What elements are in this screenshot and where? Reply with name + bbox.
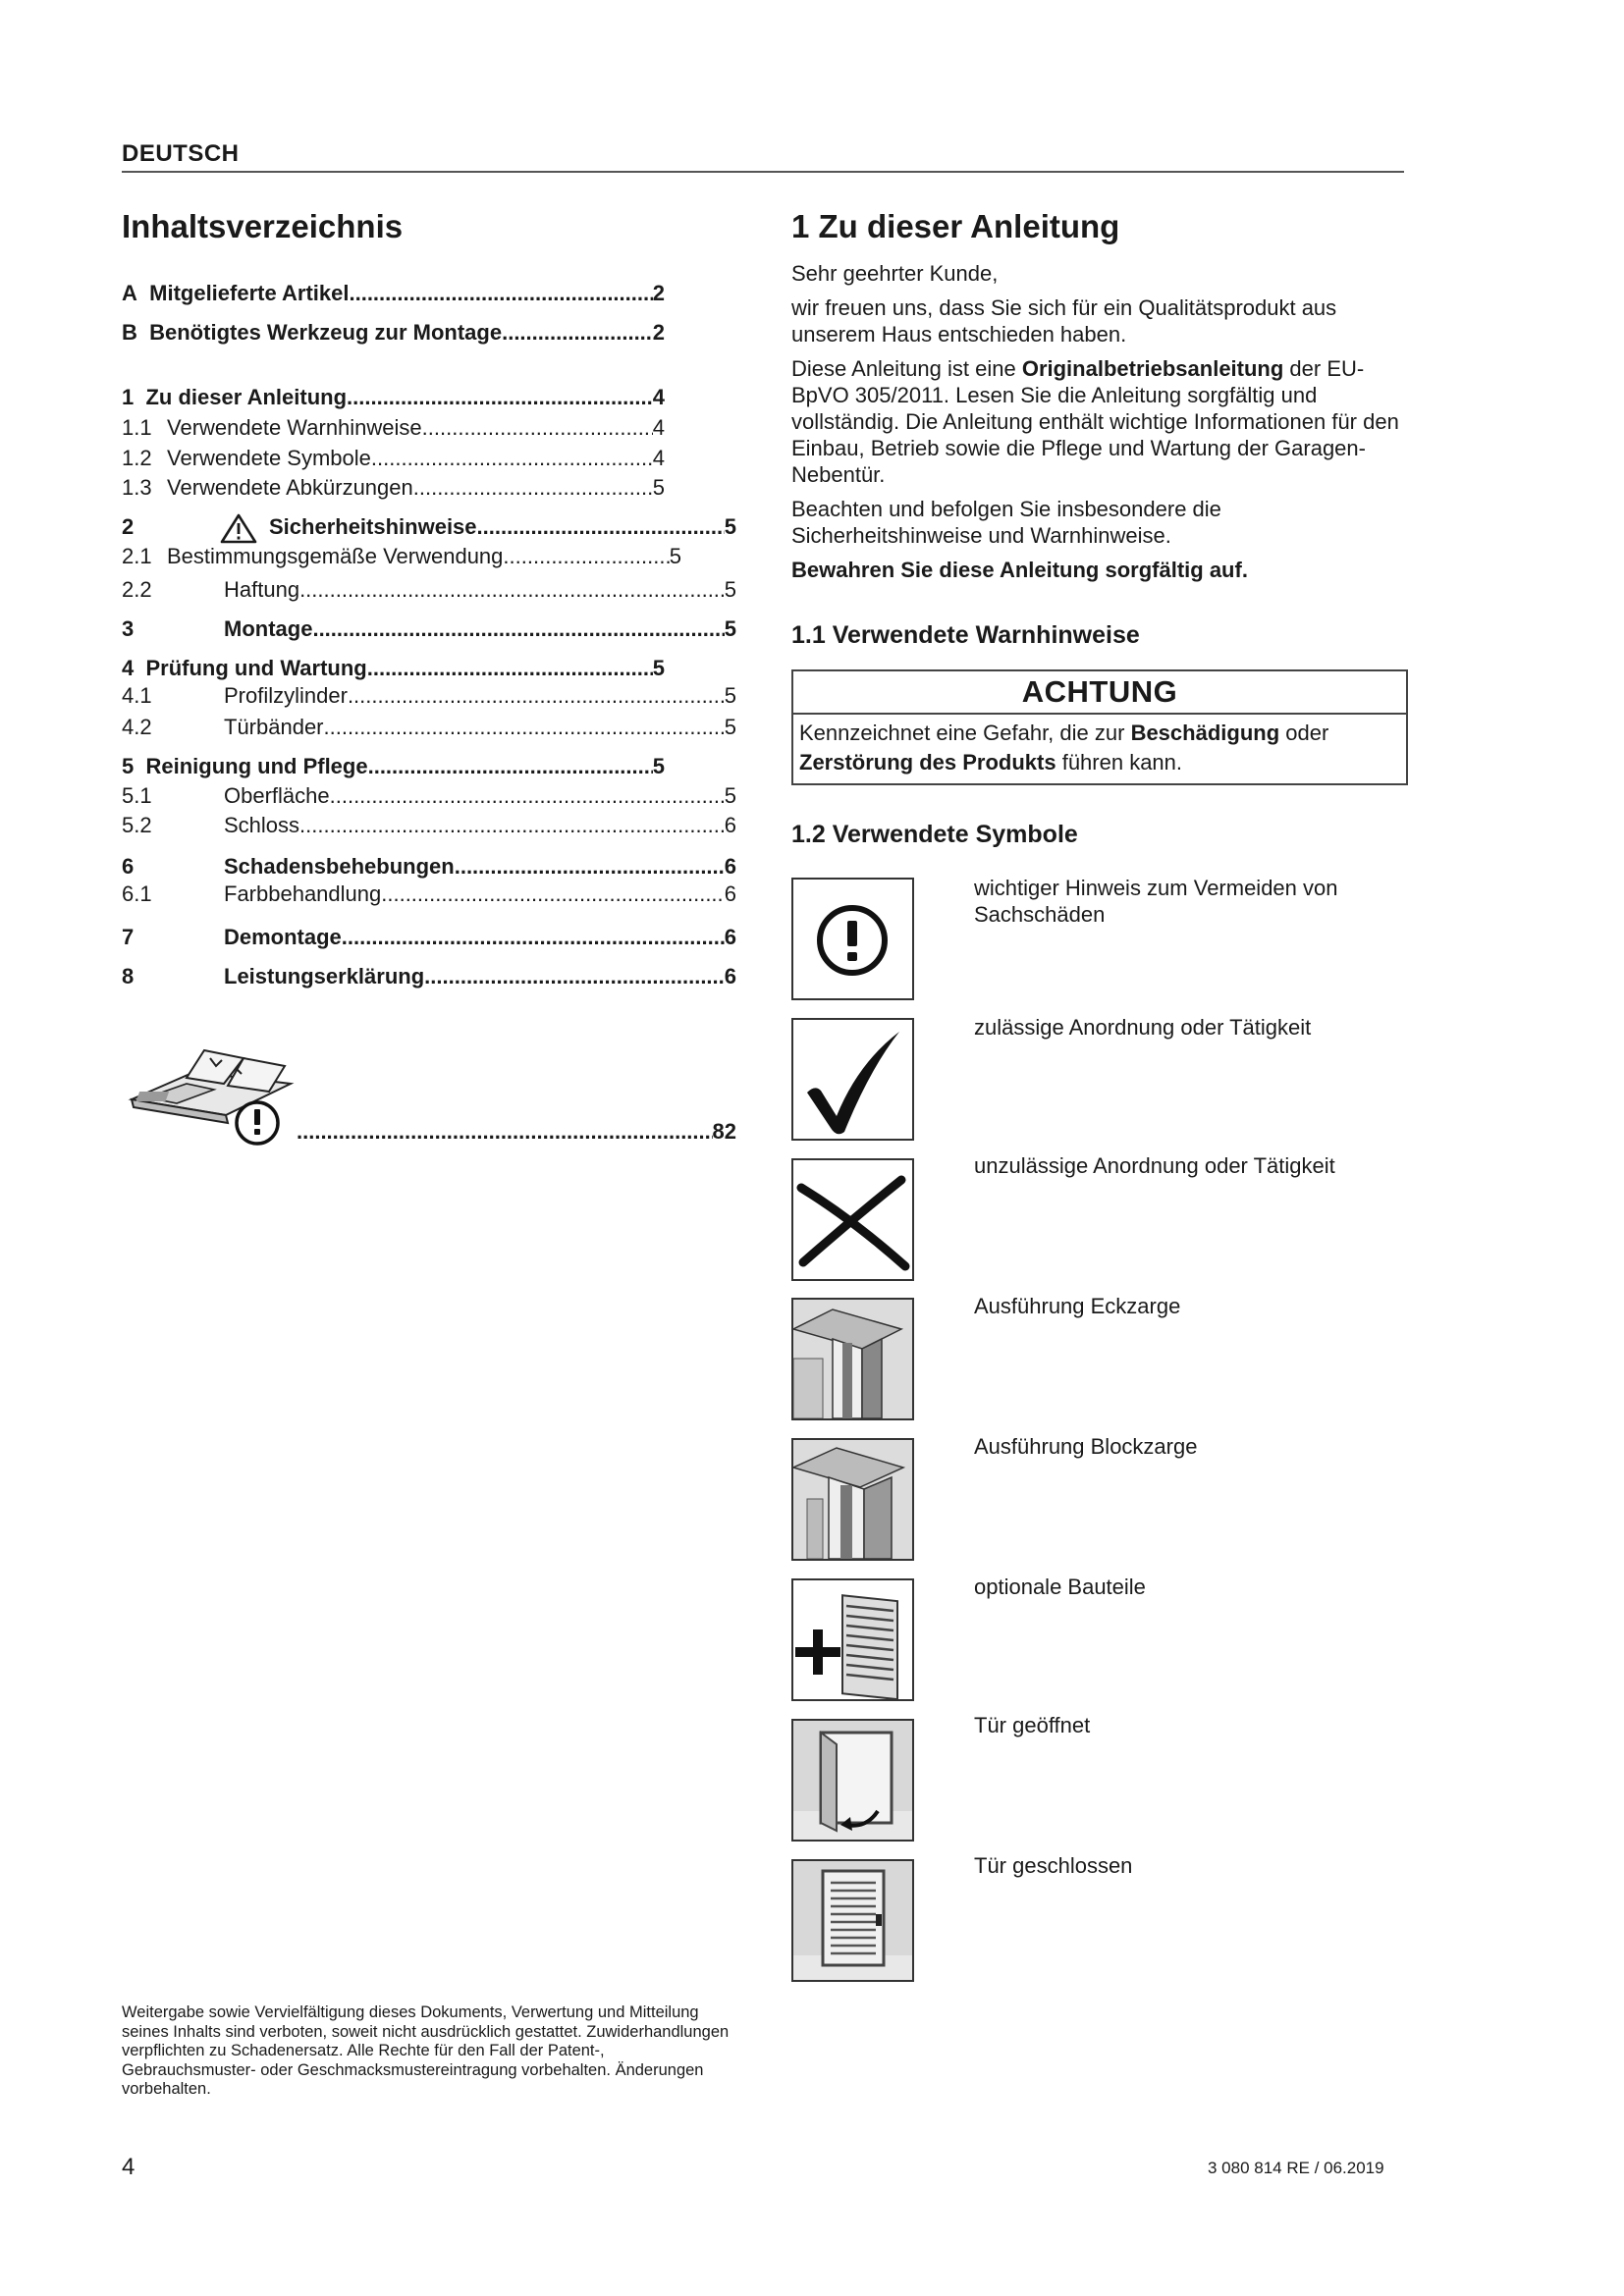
toc-page: 5 xyxy=(724,683,736,708)
symbol-description: Tür geöffnet xyxy=(974,1713,1091,1737)
warning-box xyxy=(791,669,1408,785)
text-run: führen kann. xyxy=(1056,750,1183,774)
toc-entry-4-2[interactable] xyxy=(122,713,736,742)
toc-page: 6 xyxy=(724,854,736,879)
toc-leader xyxy=(299,811,725,840)
toc-page: 5 xyxy=(724,514,736,539)
warning-triangle-icon xyxy=(220,512,257,542)
toc-entry-title: Oberfläche xyxy=(224,783,330,808)
toc-num: 4.1 xyxy=(122,683,152,708)
toc-entry-title: Verwendete Abkürzungen xyxy=(167,475,413,500)
toc-entry-1-3[interactable] xyxy=(122,473,665,503)
text-run-bold: Beschädigung xyxy=(1130,721,1280,745)
page-number: 4 xyxy=(122,2154,135,2180)
original-manual-paragraph xyxy=(791,355,1406,488)
toc-leader xyxy=(299,575,725,605)
toc-num: 1.2 xyxy=(122,446,152,470)
toc-num: 1.1 xyxy=(122,415,152,440)
toc-page: 6 xyxy=(724,813,736,837)
toc-leader xyxy=(422,413,653,443)
toc-page: 5 xyxy=(652,754,665,778)
toc-entry-title: Bestimmungsgemäße Verwendung xyxy=(167,544,504,568)
symbol-description: Ausführung Blockzarge xyxy=(974,1434,1198,1459)
toc-entry-5-2[interactable] xyxy=(122,811,736,840)
toc-entry-title: Benötigtes Werkzeug zur Montage xyxy=(149,320,503,345)
toc-entry-title: Mitgelieferte Artikel xyxy=(149,281,350,305)
toc-leader xyxy=(503,542,669,571)
manual-book-icon xyxy=(126,1033,298,1148)
toc-entry-2-2[interactable] xyxy=(122,575,736,605)
toc-num: B xyxy=(122,320,137,345)
toc-leader xyxy=(502,318,653,347)
greeting: Sehr geehrter Kunde, xyxy=(791,261,999,286)
toc-num: 6.1 xyxy=(122,881,152,906)
toc-num: 5.1 xyxy=(122,783,152,808)
symbol-description: unzulässige Anordnung oder Tätigkeit xyxy=(974,1153,1335,1178)
toc-entry-title: Farbbehandlung xyxy=(224,881,382,906)
toc-page: 4 xyxy=(652,415,665,440)
toc-leader xyxy=(312,614,724,644)
safety-paragraph: Beachten und befolgen Sie insbesondere die Sicherheitshinweise und Warnhinweise. xyxy=(791,497,1221,548)
door-open-icon xyxy=(791,1719,914,1842)
keep-manual-paragraph: Bewahren Sie diese Anleitung sorgfältig auf. xyxy=(791,558,1248,582)
toc-num: 2.2 xyxy=(122,577,152,602)
toc-entry-title: Prüfung und Wartung xyxy=(145,656,367,680)
toc-page: 6 xyxy=(724,925,736,949)
toc-entry-6-1[interactable] xyxy=(122,880,736,909)
toc-page: 6 xyxy=(724,881,736,906)
toc-entry-title: Sicherheitshinweise xyxy=(269,514,477,539)
toc-num: 2.1 xyxy=(122,544,152,568)
toc-entry-title: Demontage xyxy=(224,925,342,949)
toc-num: 3 xyxy=(122,616,135,641)
toc-entry-title: Leistungserklärung xyxy=(224,964,425,988)
toc-leader xyxy=(455,852,725,881)
toc-page: 6 xyxy=(724,964,736,988)
toc-leader xyxy=(348,681,725,711)
toc-num: 1 xyxy=(122,385,135,409)
toc-entry-5-1[interactable] xyxy=(122,781,736,811)
toc-leader xyxy=(330,781,725,811)
toc-page: 4 xyxy=(652,385,665,409)
toc-leader xyxy=(424,962,725,991)
checkmark-icon xyxy=(791,1018,914,1141)
warning-heading: ACHTUNG xyxy=(793,671,1406,715)
toc-leader xyxy=(349,279,652,308)
text-run: der EU-BpVO 305/2011. Lesen Sie die Anleitung sorgfältig und vollständig. Die Anleitung enthält wichtige Informationen für den Einbau, Betrieb sowie die Pflege und Wartung der Garagen-Nebentür. xyxy=(791,356,1399,487)
toc-leader xyxy=(342,923,725,952)
toc-entry-7[interactable] xyxy=(122,923,736,952)
text-run: Kennzeichnet eine Gefahr, die zur xyxy=(799,721,1131,745)
toc-entry-title: Verwendete Symbole xyxy=(167,446,371,470)
toc-leader xyxy=(368,752,653,781)
toc-entry-title: Schloss xyxy=(224,813,300,837)
symbol-description: optionale Bauteile xyxy=(974,1575,1146,1599)
toc-num: 1.3 xyxy=(122,475,152,500)
toc-entry-6[interactable] xyxy=(122,852,736,881)
block-frame-icon xyxy=(791,1438,914,1561)
toc-entry-title: Montage xyxy=(224,616,313,641)
toc-entry-title: Reinigung und Pflege xyxy=(145,754,368,778)
toc-entry-2-1[interactable] xyxy=(122,542,681,571)
toc-leader xyxy=(371,444,653,473)
toc-entry-1[interactable] xyxy=(122,383,665,412)
toc-entry-title: Verwendete Warnhinweise xyxy=(167,415,422,440)
section-1-body xyxy=(791,260,1406,583)
toc-entry-3[interactable] xyxy=(122,614,736,644)
section-1-2-title: 1.2 Verwendete Symbole xyxy=(791,821,1078,848)
toc-leader xyxy=(381,880,725,909)
toc-title: Inhaltsverzeichnis xyxy=(122,208,404,244)
toc-entry-b[interactable] xyxy=(122,318,665,347)
toc-leader xyxy=(324,713,725,742)
toc-entry-title: Schadensbehebungen xyxy=(224,854,455,879)
toc-entry-2[interactable] xyxy=(122,512,736,542)
cross-icon xyxy=(791,1158,914,1281)
toc-leader xyxy=(347,383,653,412)
exclamation-circle-icon xyxy=(791,878,914,1000)
toc-leader xyxy=(413,473,653,503)
toc-page: 2 xyxy=(652,320,665,345)
toc-num: 8 xyxy=(122,964,135,988)
toc-page: 5 xyxy=(652,475,665,500)
symbol-description: Ausführung Eckzarge xyxy=(974,1294,1181,1318)
toc-page: 5 xyxy=(724,616,736,641)
toc-page: 5 xyxy=(724,577,736,602)
door-closed-icon xyxy=(791,1859,914,1982)
toc-entry-5[interactable] xyxy=(122,752,665,781)
toc-entry-1-2[interactable] xyxy=(122,444,665,473)
legal-notice: Weitergabe sowie Vervielfältigung dieses Dokuments, Verwertung und Mitteilung seines Inhalts sind verboten, soweit nicht ausdrücklich gestattet. Zuwiderhandlungen verpflichten zu Schadenersatz. Alle Rechte für den Fall der Patent-, Gebrauchsmuster- oder Geschmacksmustereintragung vorbehalten. Änderungen vorbehalten. xyxy=(122,2003,730,2098)
toc-entry-8[interactable] xyxy=(122,962,736,991)
corner-frame-icon xyxy=(791,1298,914,1420)
toc-num: A xyxy=(122,281,137,305)
symbol-description: wichtiger Hinweis zum Vermeiden von Sachschäden xyxy=(974,876,1338,927)
toc-leader xyxy=(477,512,725,542)
toc-page: 5 xyxy=(652,656,665,680)
section-1-title: 1 Zu dieser Anleitung xyxy=(791,208,1120,244)
toc-entry-title: Türbänder xyxy=(224,715,324,739)
toc-entry-a[interactable] xyxy=(122,279,665,308)
toc-entry-appendix[interactable] xyxy=(297,1117,736,1147)
toc-page: 5 xyxy=(669,544,681,568)
toc-num: 5 xyxy=(122,754,135,778)
toc-page: 4 xyxy=(652,446,665,470)
symbol-description: Tür geschlossen xyxy=(974,1853,1133,1878)
toc-entry-4[interactable] xyxy=(122,654,665,683)
language-label: DEUTSCH xyxy=(122,140,240,167)
text-run-bold: Originalbetriebsanleitung xyxy=(1021,356,1284,381)
optional-parts-icon xyxy=(791,1578,914,1701)
text-run: Diese Anleitung ist eine xyxy=(791,356,1022,381)
toc-num: 5.2 xyxy=(122,813,152,837)
toc-entry-4-1[interactable] xyxy=(122,681,736,711)
intro-paragraph: wir freuen uns, dass Sie sich für ein Qualitätsprodukt aus unserem Haus entschieden haben. xyxy=(791,295,1337,347)
toc-entry-title: Profilzylinder xyxy=(224,683,348,708)
section-1-1-title: 1.1 Verwendete Warnhinweise xyxy=(791,621,1140,649)
warning-text xyxy=(793,715,1406,783)
toc-page: 5 xyxy=(724,783,736,808)
toc-leader xyxy=(367,654,653,683)
toc-entry-title: Haftung xyxy=(224,577,300,602)
symbol-description: zulässige Anordnung oder Tätigkeit xyxy=(974,1015,1312,1040)
toc-num: 6 xyxy=(122,854,135,879)
toc-leader xyxy=(297,1117,713,1147)
toc-num: 4 xyxy=(122,656,135,680)
toc-entry-1-1[interactable] xyxy=(122,413,665,443)
toc-entry-title: Zu dieser Anleitung xyxy=(145,385,348,409)
toc-page: 5 xyxy=(724,715,736,739)
toc-num: 7 xyxy=(122,925,135,949)
text-run: oder xyxy=(1279,721,1329,745)
text-run-bold: Zerstörung des Produkts xyxy=(799,750,1056,774)
toc-num: 4.2 xyxy=(122,715,152,739)
toc-page: 82 xyxy=(712,1119,736,1144)
document-id: 3 080 814 RE / 06.2019 xyxy=(1208,2159,1384,2177)
header-divider xyxy=(122,171,1404,173)
toc-num: 2 xyxy=(122,514,135,539)
toc-page: 2 xyxy=(652,281,665,305)
